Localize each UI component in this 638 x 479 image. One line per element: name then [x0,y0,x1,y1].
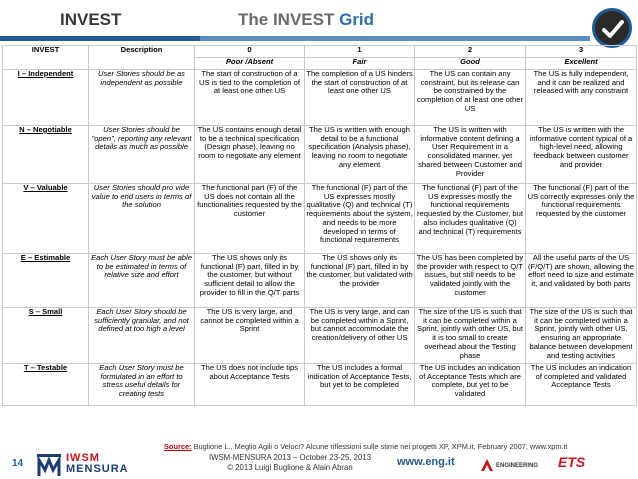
table-row-negotiable [3,126,637,184]
table-row-valuable [3,184,637,254]
grid-cell: The US is fully independent, and it can be realized and released with any constraint [526,70,637,126]
criterion-estimable [3,254,89,308]
iwsm-mark-icon [36,452,62,478]
iwsm-text: IWSM [66,452,100,464]
checkmark-logo-icon [592,8,632,48]
slide-title-part1: The INVEST [238,10,335,29]
grid-cell: All the useful parts of the US (F/Q/T) are shown, allowing the effort need to size and estimate it, and validated by both parts [526,254,637,308]
level-header-3: 3 [526,46,637,58]
grid-cell: The US includes an indication of Acceptance Tests which are complete, but yet to be validated [415,364,526,406]
description-cell: Each User Story should be sufficiently granular, and not defined at too high a level [89,308,195,364]
grid-cell: The US does not include tips about Acceptance Tests [195,364,305,406]
table-row-small [3,308,637,364]
level-name-1: Fair [305,58,415,70]
table-row-independent [3,70,637,126]
source-text: Buglione L., Meglio Agili o Veloci? Alcune riflessioni sulle stime nei progetti XP, XPM.it, February 2007, www.xpm.it [193,442,568,451]
criterion-testable [3,364,89,406]
description-cell: User Stories should be as independent as possible [89,70,195,126]
ets-logo: ETS [558,454,586,470]
criterion-valuable [3,184,89,254]
engineering-text: ENGINEERING [496,463,539,469]
level-name-2: Good [415,58,526,70]
source-citation [164,442,567,451]
copyright-line: © 2013 Luigi Buglione & Alain Abran [227,463,353,472]
criterion-label: S – Small [28,307,63,316]
grid-cell: The functional (F) part of the US expresses mostly qualitative (Q) and technical (T) requirements about the system, and needs to be more developed in terms of functional requirements [305,184,415,254]
grid-cell: The US is very large, and can be completed within a Sprint, but cannot accommodate the creation/delivery of other US [305,308,415,364]
table-header-row [3,46,637,58]
section-title: INVEST [60,10,122,29]
engineering-logo [480,458,540,476]
criterion-negotiable [3,126,89,184]
description-column-header: Description [89,46,195,70]
criterion-label: T – Testable [23,363,68,372]
slide-title [238,10,374,30]
criterion-label: V – Valuable [23,183,68,192]
grid-cell: The US includes an indication of completed and validated Acceptance Tests [526,364,637,406]
grid-cell: The US contains enough detail to be a technical specification (Design phase), leaving no room to negotiate any element [195,126,305,184]
conference-info [200,453,380,473]
level-header-0: 0 [195,46,305,58]
level-header-1: 1 [305,46,415,58]
level-header-2: 2 [415,46,526,58]
grid-cell: The size of the US is such that it can be completed within a Sprint, jointly with other US, but it is too small to create overhead about the Testing phase [415,308,526,364]
iwsm-mensura-logo [36,452,136,478]
description-cell: Each User Story must be formulated in an effort to stress useful details for creating tests [89,364,195,406]
grid-cell: The US can contain any constraint, but its release can be constrained by the completion of at least one other US [415,70,526,126]
level-name-0: Poor /Absent [195,58,305,70]
description-cell: User Stories should pro vide value to end users in terms of the solution [89,184,195,254]
grid-cell: The US shows only its functional (F) part, filled in by the customer, but validated with the provider [305,254,415,308]
grid-cell: The US is written with informative content defining a User Requirement in a consolidated manner, yet shared between Customer and Provider [415,126,526,184]
mensura-text: MENSURA [66,463,129,475]
website-link[interactable]: www.eng.it [397,456,455,468]
grid-cell: The US is written with enough detail to be a functional specification (Analysis phase), leaving no room to negotiate any element [305,126,415,184]
criterion-label: N – Negotiable [19,125,72,134]
conference-line: IWSM-MENSURA 2013 – October 23-25, 2013 [208,453,372,462]
slide-header [0,0,638,44]
grid-cell: The US shows only its functional (F) part, filled in by the customer, but without sufficient detail to allow the provider to fill in the Q/T parts [195,254,305,308]
level-name-3: Excellent [526,58,637,70]
slide-footer [0,452,638,479]
header-rule-accent [200,36,590,41]
grid-cell: The US includes a formal indication of Acceptance Tests, but yet to be completed [305,364,415,406]
criterion-label: I – Independent [17,69,74,78]
grid-cell: The US is written with the informative content typical of a high-level need, allowing feedback between customer and provider [526,126,637,184]
grid-cell: The completion of a US hinders the start of construction of at least one other US [305,70,415,126]
grid-cell: The US has been completed by the provider with respect to Q/T issues, but still needs to be validated jointly with the customer [415,254,526,308]
grid-cell: The US is very large, and cannot be completed within a Sprint [195,308,305,364]
grid-cell: The size of the US is such that it can be completed within a Sprint, jointly with other US, ensuring an appropriate balance between development and testing activities [526,308,637,364]
engineering-mark-icon [480,458,494,472]
slide-title-part2: Grid [339,10,375,29]
description-cell: User Stories should be "open", reporting any relevant details as much as possible [89,126,195,184]
invest-grid-table [2,45,637,406]
table-row-testable [3,364,637,406]
grid-cell: The start of construction of a US is tied to the completion of at least one other US [195,70,305,126]
table-row-estimable [3,254,637,308]
criterion-label: E – Estimable [20,253,71,262]
criterion-independent [3,70,89,126]
grid-cell: The functional part (F) of the US does not contain all the functionalities requested by the customer [195,184,305,254]
source-label: Source: [164,442,192,451]
invest-column-header: INVEST [3,46,89,70]
description-cell: Each User Story must be able to be estimated in terms of relative size and effort [89,254,195,308]
page-number: 14 [12,458,24,469]
criterion-small [3,308,89,364]
grid-cell: The functional (F) part of the US expresses mostly the functional requirements requested by the Customer, but also includes qualitative (Q) and technical (T) requirements [415,184,526,254]
grid-cell: The functional (F) part of the US correctly expresses only the functional requirements requested by the customer [526,184,637,254]
